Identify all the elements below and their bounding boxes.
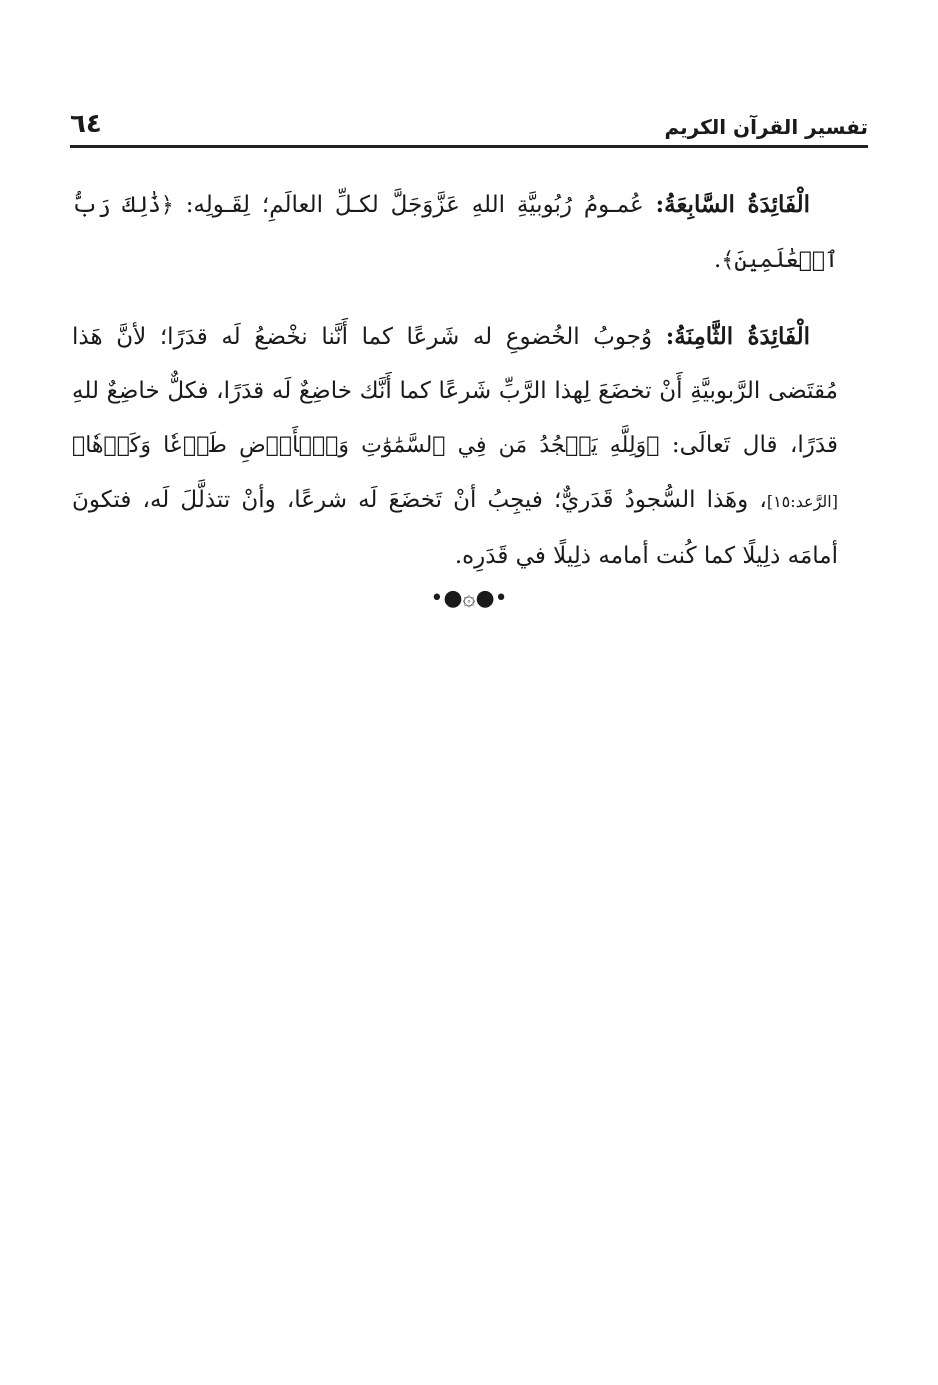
page-number: ٦٤ xyxy=(70,109,102,139)
paragraph-text: وُجوبُ الخُضوعِ له شَرعًا كما أَنَّنا نخْضعُ لَه قدَرًا؛ لأنَّ هَذا مُقتَضى الرَّبوبيَّةِ أَنْ تخضَعَ لِهذا الرَّبِّ شَرعًا كما أَنَّك خاضِعٌ لَه قدَرًا، فكلٌّ خاضِعٌ للهِ قدَرًا، قال تَعالَى: xyxy=(72,324,838,458)
paragraph-seventh-benefit xyxy=(72,178,838,288)
paragraph-eighth-benefit xyxy=(72,310,838,583)
paragraph-text: عُمـومُ رُبُوبيَّةِ اللهِ عَزَّوَجَلَّ لكـلِّ العالَمِ؛ لِقَـولِه: xyxy=(185,192,644,218)
running-title: تفسير القرآن الكريم xyxy=(664,115,868,139)
page-header xyxy=(70,98,868,148)
quran-verse: ﴿ذَٰلِكَ رَبُّ ٱلۡعَٰلَمِينَ﴾ xyxy=(72,193,838,273)
paragraph-text-end: . xyxy=(714,247,722,273)
paragraph-heading: الْفَائِدَةُ السَّابِعَةُ: xyxy=(655,191,811,218)
page-body xyxy=(72,178,838,605)
quran-verse: ﴿وَلِلَّهِ يَسۡجُدُ مَن فِي ٱلسَّمَٰوَٰتِ وَٱلۡأَرۡضِ طَوۡعٗا وَكَرۡهٗا﴾ xyxy=(72,433,660,458)
verse-reference: [الرَّعد:١٥] xyxy=(766,492,838,511)
paragraph-text-end: ، وهَذا السُّجودُ قَدَريٌّ؛ فيجِبُ أنْ تَخضَعَ لَه شرعًا، وأنْ تتذلَّلَ لَه، فتكونَ أمامَه ذلِيلًا كما كُنت أمامه ذلِيلًا في قَدَرِه. xyxy=(72,487,838,569)
section-divider-ornament: •●۞●• xyxy=(430,586,508,611)
paragraph-heading: الْفَائِدَةُ الثَّامِنَةُ: xyxy=(665,323,811,350)
